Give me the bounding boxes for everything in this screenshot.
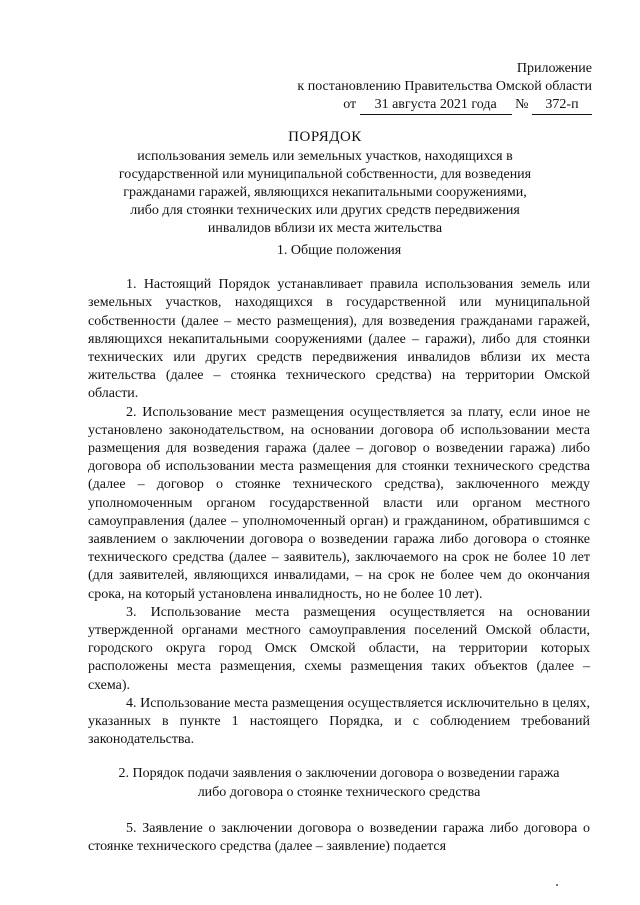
title-line: инвалидов вблизи их места жительства bbox=[207, 221, 443, 236]
from-label: от bbox=[343, 97, 357, 112]
document-body bbox=[88, 242, 590, 856]
paragraph-3: 3. Использование места размещения осуществляется на основании утвержденной органами местного самоуправления поселений Омской области, городского округа город Омск Омской области, на территории которых расположены места размещения, схемы размещения таких объектов (далее – схема). bbox=[88, 604, 590, 693]
title-heading: ПОРЯДОК bbox=[288, 129, 362, 145]
paragraph-5: 5. Заявление о заключении договора о возведении гаража либо договора о стоянке технического средства (далее – заявление) подается bbox=[88, 820, 590, 855]
section-2-title-line: либо договора о стоянке технического средства bbox=[197, 784, 481, 800]
appendix-date-line bbox=[232, 96, 592, 115]
appendix-header bbox=[232, 60, 592, 115]
title-line: либо для стоянки технических или других средств передвижения bbox=[130, 203, 520, 218]
appendix-label: Приложение bbox=[516, 61, 592, 76]
title-line: гражданами гаражей, являющихся некапитальными сооружениями, bbox=[123, 185, 527, 200]
section-2-title-line: 2. Порядок подачи заявления о заключении договора о возведении гаража bbox=[118, 766, 560, 782]
section-2-title bbox=[88, 765, 590, 801]
paragraph-1: 1. Настоящий Порядок устанавливает правила использования земель или земельных участков, находящихся в государственной или муниципальной собственности (далее – место размещения), для возведения гражданами гаражей, являющихся некапитальными сооружениями (далее – гаражи), либо для стоянки технических или других средств передвижения инвалидов вблизи их места жительства (далее – стоянка технического средства) на территории Омской области. bbox=[88, 277, 590, 402]
number-label: № bbox=[515, 97, 529, 112]
title-line: использования земель или земельных участков, находящихся в bbox=[137, 149, 513, 164]
title-line: государственной или муниципальной собственности, для возведения bbox=[118, 167, 532, 182]
paragraph-4: 4. Использование места размещения осуществляется исключительно в целях, указанных в пункте 1 настоящего Порядка, и с соблюдением требований законодательства. bbox=[88, 695, 590, 748]
appendix-resolution: к постановлению Правительства Омской области bbox=[297, 79, 592, 94]
resolution-date: 31 августа 2021 года bbox=[360, 96, 512, 115]
scan-dot bbox=[556, 884, 558, 886]
resolution-number: 372-п bbox=[532, 96, 592, 115]
paragraph-2: 2. Использование мест размещения осуществляется за плату, если иное не установлено законодательством, на основании договора об использовании места размещения для возведения гаража (далее – договор о возведении гаража) либо договора об использовании места размещения для стоянки технического средства (далее – договор о стоянке технического средства), заключенного между уполномоченным органом государственной власти или органом местного самоуправления (далее – уполномоченный орган) и гражданином, обратившимся с заявлением о заключении договора о возведении гаража либо договора о стоянке технического средства (далее – заявитель), заключаемого на срок не более 10 лет (для заявителей, являющихся инвалидами, – на срок не более чем до окончания срока, на который установлена инвалидность, но не более 10 лет). bbox=[88, 404, 590, 602]
document-title bbox=[80, 128, 570, 238]
section-1-title: 1. Общие положения bbox=[276, 243, 402, 258]
